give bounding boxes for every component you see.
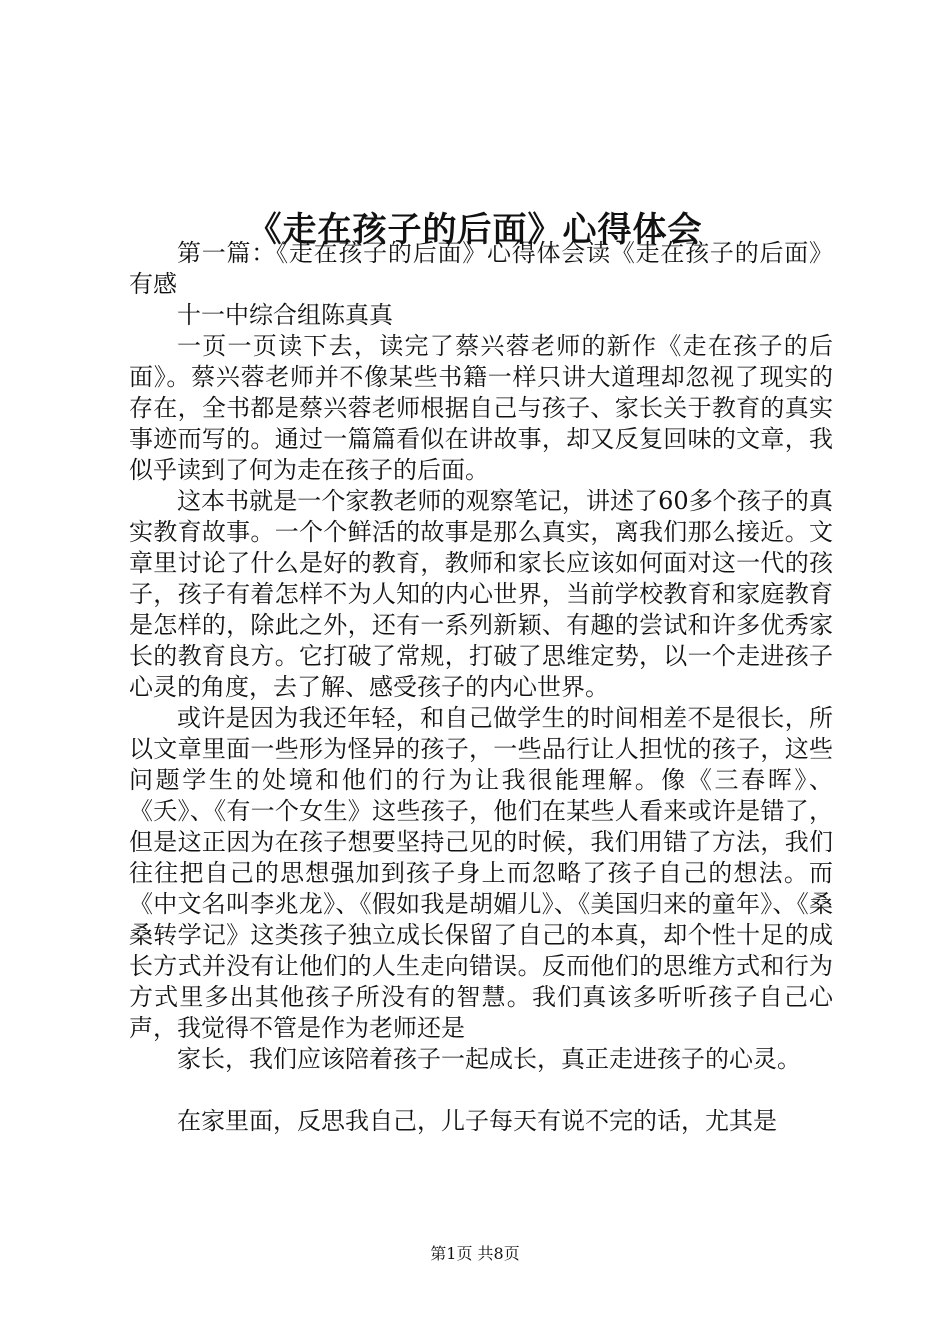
document-body [129, 238, 833, 1137]
paragraph-reflection: 或许是因为我还年轻，和自己做学生的时间相差不是很长，所以文章里面一些形为怪异的孩子，一些品行让人担忧的孩子，这些问题学生的处境和他们的行为让我很能理解。像《三春晖》、《夭》、《有一个女生》这些孩子，他们在某些人看来或许是错了，但是这正因为在孩子想要坚持己见的时候，我们用错了方法，我们往往把自己的思想强加到孩子身上而忽略了孩子自己的想法。而《中文名叫李兆龙》、《假如我是胡媚儿》、《美国归来的童年》、《桑桑转学记》这类孩子独立成长保留了自己的本真，却个性十足的成长方式并没有让他们的人生走向错误。反而他们的思维方式和行为方式里多出其他孩子所没有的智慧。我们真该多听听孩子自己心声，我觉得不管是作为老师还是 [129, 704, 833, 1042]
paragraph-conclusion: 家长，我们应该陪着孩子一起成长，真正走进孩子的心灵。 [177, 1045, 801, 1073]
paragraph-author: 十一中综合组陈真真 [177, 301, 393, 329]
page-number-footer: 第1页 共8页 [430, 1244, 520, 1263]
document-title: 《走在孩子的后面》心得体会 [247, 209, 703, 250]
paragraph-book-summary: 这本书就是一个家教老师的观察笔记，讲述了60多个孩子的真实教育故事。一个个鲜活的故事是那么真实，离我们那么接近。文章里讨论了什么是好的教育，教师和家长应该如何面对这一代的孩子，孩子有着怎样不为人知的内心世界，当前学校教育和家庭教育是怎样的，除此之外，还有一系列新颖、有趣的尝试和许多优秀家长的教育良方。它打破了常规，打破了思维定势，以一个走进孩子心灵的角度，去了解、感受孩子的内心世界。 [129, 487, 833, 701]
paragraph-heading: 第一篇：《走在孩子的后面》心得体会读《走在孩子的后面》有感 [129, 239, 833, 298]
paragraph-intro: 一页一页读下去，读完了蔡兴蓉老师的新作《走在孩子的后面》。蔡兴蓉老师并不像某些书籍一样只讲大道理却忽视了现实的存在，全书都是蔡兴蓉老师根据自己与孩子、家长关于教育的真实事迹而写的。通过一篇篇看似在讲故事，却又反复回味的文章，我似乎读到了何为走在孩子的后面。 [129, 332, 833, 484]
paragraph-home-reflection: 在家里面，反思我自己，儿子每天有说不完的话，尤其是 [177, 1107, 777, 1135]
